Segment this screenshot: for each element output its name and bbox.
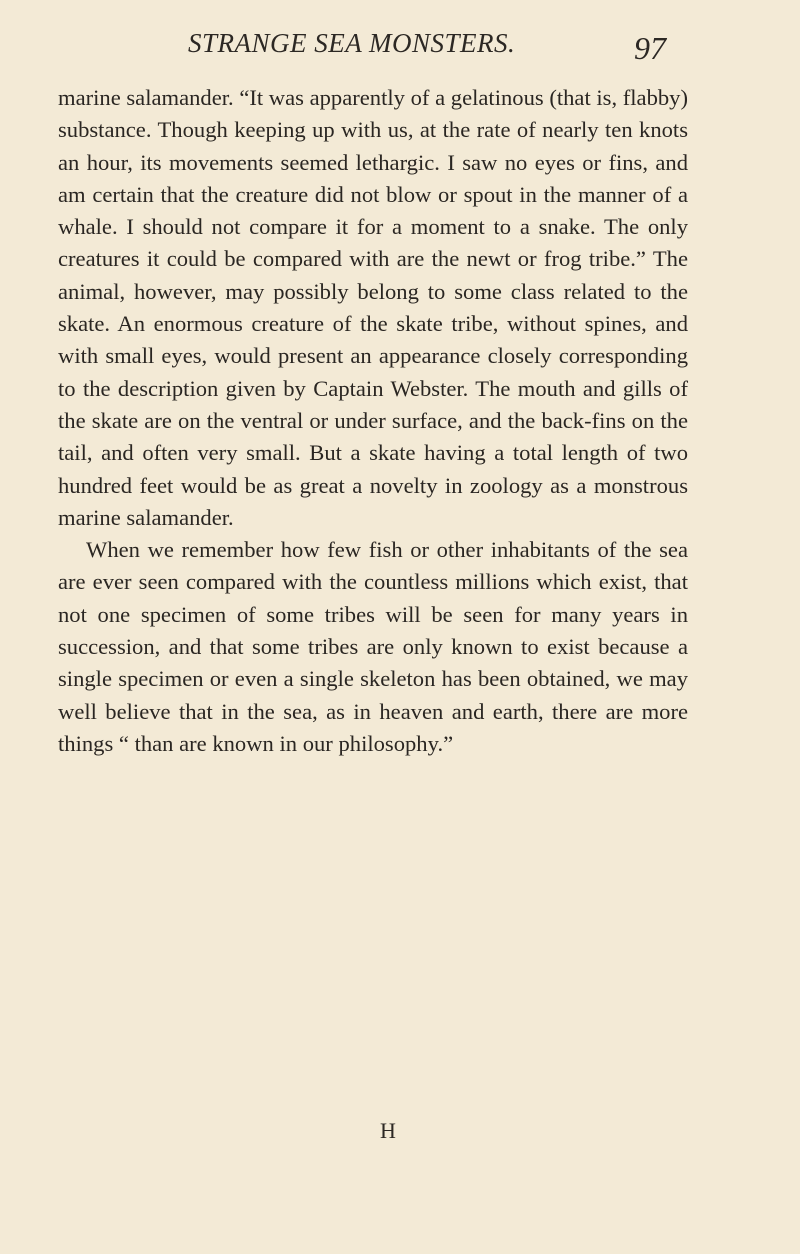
running-head — [0, 28, 800, 68]
paragraph-1: marine salamander. “It was apparently of a gelatinous (that is, flabby) substance. Though keeping up with us, at the rate of nearly ten knots an hour, its movements seemed lethargic. I saw no eyes or fins, and am certain that the creature did not blow or spout in the manner of a whale. I should not compare it for a moment to a snake. The only creatures it could be compared with are the newt or frog tribe.” The animal, however, may possibly belong to some class related to the skate. An enormous creature of the skate tribe, without spines, and with small eyes, would present an appearance closely corresponding to the description given by Captain Webster. The mouth and gills of the skate are on the ventral or under surface, and the back-fins on the tail, and often very small. But a skate having a total length of two hundred feet would be as great a novelty in zoology as a monstrous marine salamander. — [58, 85, 688, 530]
running-title: STRANGE SEA MONSTERS. — [188, 28, 516, 58]
paragraph-2: When we remember how few fish or other inhabitants of the sea are ever seen compared with the countless millions which exist, that not one specimen of some tribes will be seen for many years in succession, and that some tribes are only known to exist because a single specimen or even a single skeleton has been obtained, we may well believe that in the sea, as in heaven and earth, there are more things “ than are known in our philosophy.” — [58, 537, 688, 756]
body-text — [58, 82, 688, 760]
page-number: 97 — [634, 30, 666, 66]
signature-mark: H — [380, 1118, 396, 1143]
